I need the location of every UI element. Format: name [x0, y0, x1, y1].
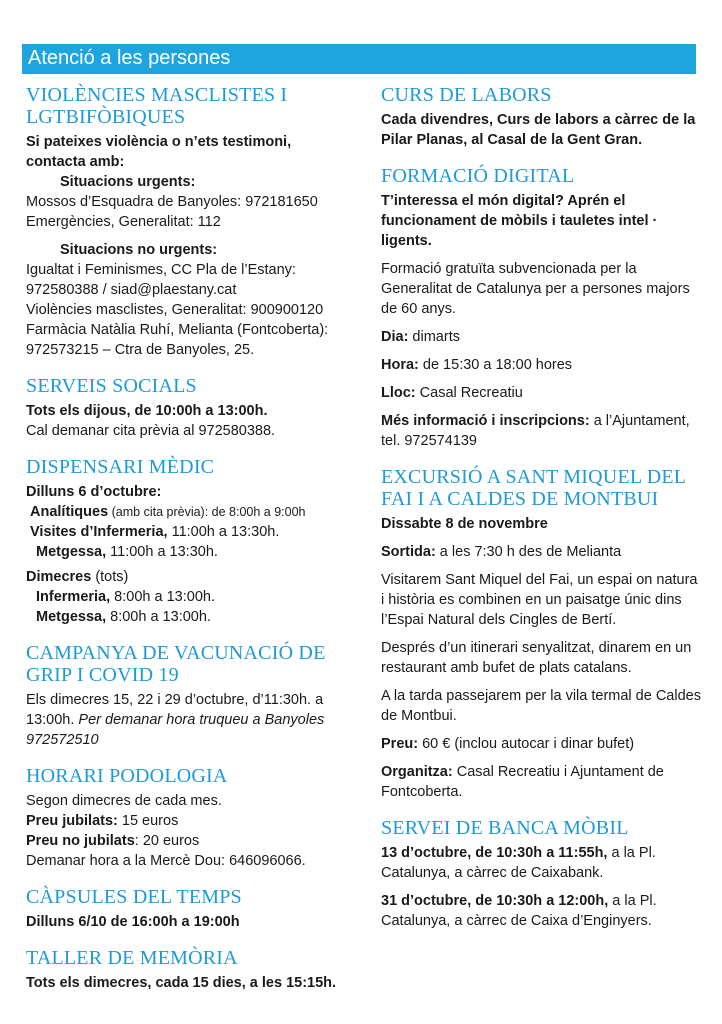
section-memoria: [26, 947, 351, 993]
schedule-line: [26, 690, 351, 750]
price-value: 15 euros: [117, 813, 179, 829]
paragraph: A la tarda passejarem per la vila termal de Caldes de Montbui.: [381, 688, 701, 724]
booking-note: Per demanar hora truqueu a Banyoles 972572510: [26, 712, 325, 748]
section-title: HORARI PODOLOGIA: [26, 765, 228, 787]
section-banca-mobil: [381, 817, 701, 931]
detail-line: [381, 734, 701, 754]
section-violencies: [26, 84, 351, 360]
service-time: 8:00h a 13:00h.: [110, 589, 215, 605]
detail-label: Preu:: [381, 736, 419, 752]
section-title: TALLER DE MEMÒRIA: [26, 947, 238, 969]
section-title: CÀPSULES DEL TEMPS: [26, 886, 242, 908]
detail-line: [381, 542, 701, 562]
detail-line: [381, 891, 701, 931]
section-title: SERVEI DE BANCA MÒBIL: [381, 817, 629, 839]
nonurgent-contact: Igualtat i Feminismes, CC Pla de l’Estany: 972580388 / siad@plaestany.cat: [26, 262, 296, 298]
price-line: [26, 811, 351, 831]
detail-label: 31 d’octubre, de 10:30h a 12:00h,: [381, 893, 609, 909]
section-excursio: [381, 466, 701, 802]
section-title: CURS DE LABORS: [381, 84, 552, 106]
left-column: [26, 84, 351, 1008]
detail-value: Casal Recreatiu i Ajuntament de Fontcoberta.: [381, 764, 664, 800]
section-podologia: [26, 765, 351, 871]
service-time: (amb cita prèvia): de 8:00h a 9:00h: [108, 505, 306, 519]
detail-label: Dia:: [381, 329, 409, 345]
section-banner: Atenció a les persones: [22, 44, 696, 74]
section-dispensari: [26, 456, 351, 627]
detail-line: [381, 411, 701, 451]
service-label: Metgessa,: [36, 544, 107, 560]
price-value: : 20 euros: [134, 833, 200, 849]
section-title: EXCURSIÓ A SANT MIQUEL DEL FAI I A CALDES DE MONTBUI: [381, 466, 686, 510]
service-time: 11:00h a 13:30h.: [106, 544, 218, 560]
section-title: CAMPANYA DE VACUNACIÓ DE GRIP I COVID 19: [26, 642, 326, 686]
section-serveis-socials: [26, 375, 351, 441]
detail-line: [381, 762, 701, 802]
price-label: Preu jubilats:: [26, 813, 118, 829]
detail-value: dimarts: [408, 329, 460, 345]
detail-value: 60 € (inclou autocar i dinar bufet): [418, 736, 635, 752]
description-text: Formació gratuïta subvencionada per la Generalitat de Catalunya per a persones majors de 60 anys.: [381, 261, 690, 317]
section-vacunacio: [26, 642, 351, 750]
service-label: Visites d’Infermeria,: [30, 524, 168, 540]
detail-value: Casal Recreatiu: [415, 385, 523, 401]
section-title: DISPENSARI MÈDIC: [26, 456, 215, 478]
intro-text: T’interessa el món digital? Aprén el funcionament de mòbils i tauletes intel · ligents.: [381, 193, 658, 249]
service-label: Infermeria,: [36, 589, 111, 605]
detail-label: Lloc:: [381, 385, 416, 401]
detail-label: Sortida:: [381, 544, 436, 560]
service-label: Analítiques: [30, 504, 109, 520]
info-text: Demanar hora a la Mercè Dou: 646096066.: [26, 853, 306, 869]
schedule-text: Cada divendres, Curs de labors a càrrec de la Pilar Planas, al Casal de la Gent Gran.: [381, 112, 696, 148]
detail-value: de 15:30 a 18:00 hores: [418, 357, 573, 373]
schedule-text: Tots els dijous, de 10:00h a 13:00h.: [26, 403, 268, 419]
section-labors: [381, 84, 701, 150]
date-text: Dissabte 8 de novembre: [381, 516, 548, 532]
urgent-heading: Situacions urgents:: [60, 174, 196, 190]
detail-label: Més informació i inscripcions:: [381, 413, 590, 429]
day-heading: Dimecres: [26, 569, 92, 585]
detail-value: a les 7:30 h des de Melianta: [435, 544, 622, 560]
detail-value: a l’Ajuntament, tel. 972574139: [381, 413, 690, 449]
schedule-line: [26, 522, 351, 542]
schedule-line: [26, 502, 351, 522]
detail-line: [381, 843, 701, 883]
nonurgent-contact: Farmàcia Natàlia Ruhí, Melianta (Fontcoberta): 972573215 – Ctra de Banyoles, 25.: [26, 322, 329, 358]
service-time: 11:00h a 13:30h.: [167, 524, 280, 540]
nonurgent-heading: Situacions no urgents:: [60, 242, 218, 258]
info-text: Cal demanar cita prèvia al 972580388.: [26, 423, 276, 439]
paragraph: Visitarem Sant Miquel del Fai, un espai on natura i història es combinen en un paisatge únic dins l’Espai Natural dels Cingles de Bertí.: [381, 572, 698, 628]
section-title: VIOLÈNCIES MASCLISTES I LGTBIFÒBIQUES: [26, 84, 288, 128]
schedule-text: Tots els dimecres, cada 15 dies, a les 15:15h.: [26, 975, 337, 991]
section-formacio-digital: [381, 165, 701, 451]
section-capsules: [26, 886, 351, 932]
price-label: Preu no jubilats: [26, 833, 135, 849]
detail-line: [381, 383, 701, 403]
detail-value: a la Pl. Catalunya, a càrrec de Caixabank.: [381, 845, 656, 881]
section-title: FORMACIÓ DIGITAL: [381, 165, 575, 187]
paragraph: Després d’un itinerari senyalitzat, dinarem en un restaurant amb bufet de plats catalans.: [381, 640, 692, 676]
schedule-text: Els dimecres 15, 22 i 29 d’octubre, d’11:30h. a 13:00h.: [26, 692, 324, 728]
right-column: [381, 84, 701, 946]
urgent-contact: Emergències, Generalitat: 112: [26, 214, 221, 230]
schedule-text: Dilluns 6/10 de 16:00h a 19:00h: [26, 914, 240, 930]
day-note: (tots): [91, 569, 129, 585]
price-line: [26, 831, 351, 851]
intro-text: Si pateixes violència o n’ets testimoni, contacta amb:: [26, 134, 292, 170]
detail-label: Organitza:: [381, 764, 453, 780]
detail-label: Hora:: [381, 357, 419, 373]
nonurgent-contact: Violències masclistes, Generalitat: 900900120: [26, 302, 324, 318]
service-label: Metgessa,: [36, 609, 107, 625]
schedule-line: [26, 567, 351, 587]
urgent-contact: Mossos d’Esquadra de Banyoles: 972181650: [26, 194, 318, 210]
schedule-text: Segon dimecres de cada mes.: [26, 793, 222, 809]
detail-line: [381, 327, 701, 347]
detail-label: 13 d’octubre, de 10:30h a 11:55h,: [381, 845, 608, 861]
detail-line: [381, 355, 701, 375]
section-title: SERVEIS SOCIALS: [26, 375, 197, 397]
schedule-line: [26, 607, 351, 627]
service-time: 8:00h a 13:00h.: [106, 609, 211, 625]
day-heading: Dilluns 6 d’octubre:: [26, 484, 162, 500]
detail-value: a la Pl. Catalunya, a càrrec de Caixa d’Enginyers.: [381, 893, 657, 929]
schedule-line: [26, 587, 351, 607]
schedule-line: [26, 542, 351, 562]
